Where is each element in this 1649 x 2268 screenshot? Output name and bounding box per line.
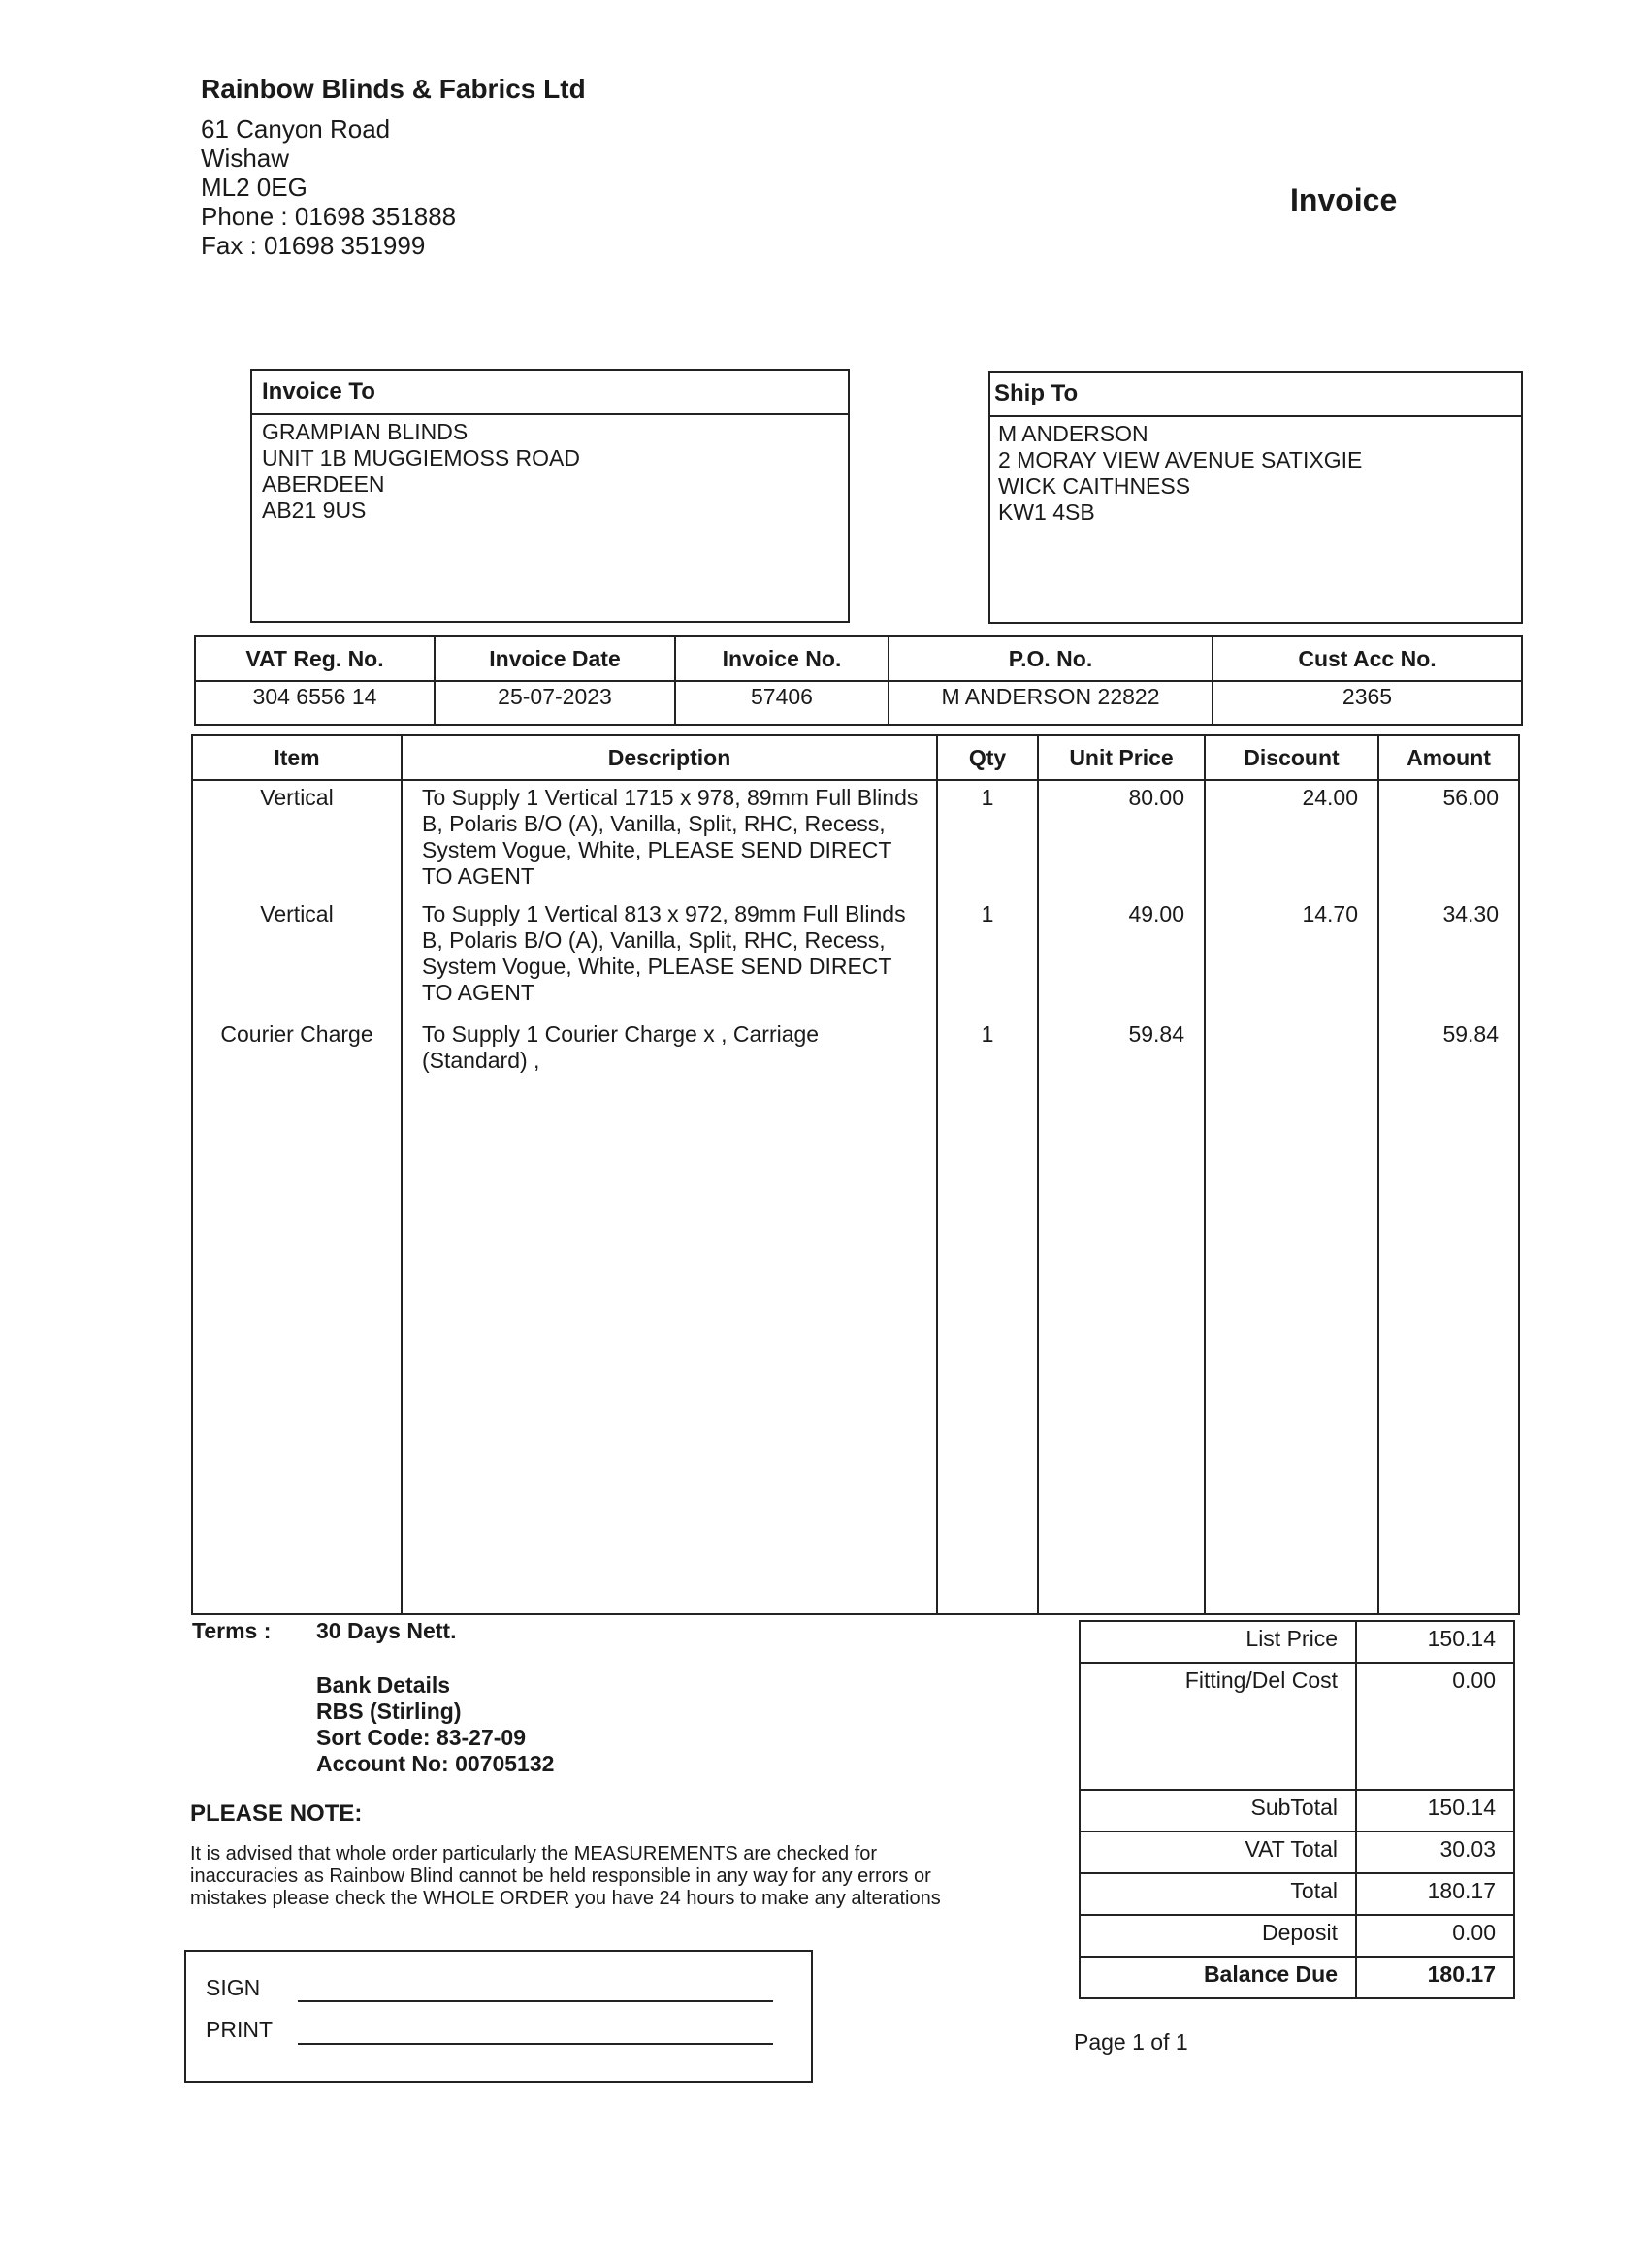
cust-acc-value: 2365 (1212, 681, 1522, 725)
totals-value: 0.00 (1356, 1915, 1514, 1957)
sign-label: SIGN (206, 1975, 261, 2000)
sort-code: Sort Code: 83-27-09 (316, 1725, 527, 1750)
note-line: It is advised that whole order particularly the MEASUREMENTS are checked for (190, 1843, 878, 1864)
table-row (192, 1021, 1519, 1614)
totals-value: 150.14 (1356, 1790, 1514, 1831)
balance-due-value: 180.17 (1356, 1957, 1514, 1998)
totals-row (1080, 1915, 1514, 1957)
totals-row (1080, 1790, 1514, 1831)
totals-row (1080, 1663, 1514, 1790)
company-name: Rainbow Blinds & Fabrics Ltd (201, 74, 586, 104)
ship-to-line: KW1 4SB (998, 500, 1095, 525)
table-row (192, 780, 1519, 900)
ship-to-box (988, 371, 1523, 624)
ship-to-line: 2 MORAY VIEW AVENUE SATIXGIE (998, 447, 1363, 472)
invoice-to-line: GRAMPIAN BLINDS (262, 419, 469, 444)
item-discount: 24.00 (1205, 780, 1378, 900)
note-line: mistakes please check the WHOLE ORDER you have 24 hours to make any alterations (190, 1888, 941, 1909)
item-qty: 1 (937, 780, 1038, 900)
ship-to-line: M ANDERSON (998, 421, 1148, 446)
invoice-to-line: UNIT 1B MUGGIEMOSS ROAD (262, 445, 581, 470)
company-phone: Phone : 01698 351888 (201, 202, 457, 231)
item-unit-price: 49.00 (1038, 900, 1205, 1021)
item-unit-price: 80.00 (1038, 780, 1205, 900)
totals-label: VAT Total (1080, 1831, 1356, 1873)
invoice-date-value: 25-07-2023 (435, 681, 675, 725)
line-items-table (191, 734, 1520, 1615)
invoice-no-header: Invoice No. (675, 636, 889, 681)
item-description: To Supply 1 Vertical 813 x 972, 89mm Full Blinds B, Polaris B/O (A), Vanilla, Split, RHC, Recess, System Vogue, White, PLEASE SEND DIRECT TO AGENT (402, 900, 937, 1021)
totals-label: SubTotal (1080, 1790, 1356, 1831)
company-address (201, 114, 456, 260)
invoice-to-box (250, 369, 850, 623)
terms-label: Terms : (192, 1618, 272, 1643)
bank-heading: Bank Details (316, 1672, 451, 1698)
print-label: PRINT (206, 2017, 273, 2042)
address-line: ML2 0EG (201, 173, 307, 202)
totals-value: 30.03 (1356, 1831, 1514, 1873)
invoice-to-line: ABERDEEN (262, 471, 385, 497)
terms-value: 30 Days Nett. (316, 1618, 457, 1643)
totals-value: 150.14 (1356, 1621, 1514, 1663)
po-no-value: M ANDERSON 22822 (889, 681, 1212, 725)
totals-row (1080, 1873, 1514, 1915)
item-qty: 1 (937, 1021, 1038, 1614)
totals-label: List Price (1080, 1621, 1356, 1663)
item-amount: 59.84 (1378, 1021, 1519, 1614)
item-discount: 14.70 (1205, 900, 1378, 1021)
note-heading: PLEASE NOTE: (190, 1800, 363, 1827)
item-name: Vertical (192, 780, 402, 900)
col-description: Description (402, 735, 937, 780)
item-name: Courier Charge (192, 1021, 402, 1614)
bank-details (316, 1672, 554, 1777)
po-no-header: P.O. No. (889, 636, 1212, 681)
note-body (190, 1843, 1063, 1910)
document-title: Invoice (1290, 182, 1398, 217)
item-unit-price: 59.84 (1038, 1021, 1205, 1614)
item-description: To Supply 1 Vertical 1715 x 978, 89mm Full Blinds B, Polaris B/O (A), Vanilla, Split, RHC, Recess, System Vogue, White, PLEASE SEND DIRECT TO AGENT (402, 780, 937, 900)
balance-due-label: Balance Due (1080, 1957, 1356, 1998)
col-amount: Amount (1378, 735, 1519, 780)
item-amount: 56.00 (1378, 780, 1519, 900)
totals-value: 180.17 (1356, 1873, 1514, 1915)
ship-to-heading: Ship To (990, 373, 1521, 417)
address-line: 61 Canyon Road (201, 114, 391, 144)
item-amount: 34.30 (1378, 900, 1519, 1021)
vat-reg-header: VAT Reg. No. (195, 636, 435, 681)
invoice-no-value: 57406 (675, 681, 889, 725)
totals-label: Total (1080, 1873, 1356, 1915)
totals-value: 0.00 (1356, 1663, 1514, 1790)
ship-to-line: WICK CAITHNESS (998, 473, 1191, 499)
cust-acc-header: Cust Acc No. (1212, 636, 1522, 681)
item-discount (1205, 1021, 1378, 1614)
item-name: Vertical (192, 900, 402, 1021)
item-qty: 1 (937, 900, 1038, 1021)
note-line: inaccuracies as Rainbow Blind cannot be held responsible in any way for any errors or (190, 1865, 931, 1887)
bank-name: RBS (Stirling) (316, 1699, 462, 1724)
totals-label: Deposit (1080, 1915, 1356, 1957)
table-row (192, 900, 1519, 1021)
invoice-to-line: AB21 9US (262, 498, 367, 523)
totals-row (1080, 1621, 1514, 1663)
account-number: Account No: 00705132 (316, 1751, 555, 1776)
signature-box (184, 1950, 813, 2083)
totals-table (1079, 1620, 1515, 1999)
vat-reg-value: 304 6556 14 (195, 681, 435, 725)
invoice-to-heading: Invoice To (252, 371, 848, 415)
totals-label: Fitting/Del Cost (1080, 1663, 1356, 1790)
item-description: To Supply 1 Courier Charge x , Carriage (Standard) , (402, 1021, 937, 1614)
col-qty: Qty (937, 735, 1038, 780)
col-discount: Discount (1205, 735, 1378, 780)
company-fax: Fax : 01698 351999 (201, 231, 426, 260)
totals-row (1080, 1831, 1514, 1873)
page-indicator: Page 1 of 1 (1074, 2029, 1188, 2055)
balance-due-row (1080, 1957, 1514, 1998)
invoice-date-header: Invoice Date (435, 636, 675, 681)
sign-line[interactable] (298, 2000, 773, 2002)
address-line: Wishaw (201, 144, 290, 173)
col-item: Item (192, 735, 402, 780)
invoice-header-table (194, 635, 1523, 726)
col-unit-price: Unit Price (1038, 735, 1205, 780)
print-line[interactable] (298, 2043, 773, 2045)
